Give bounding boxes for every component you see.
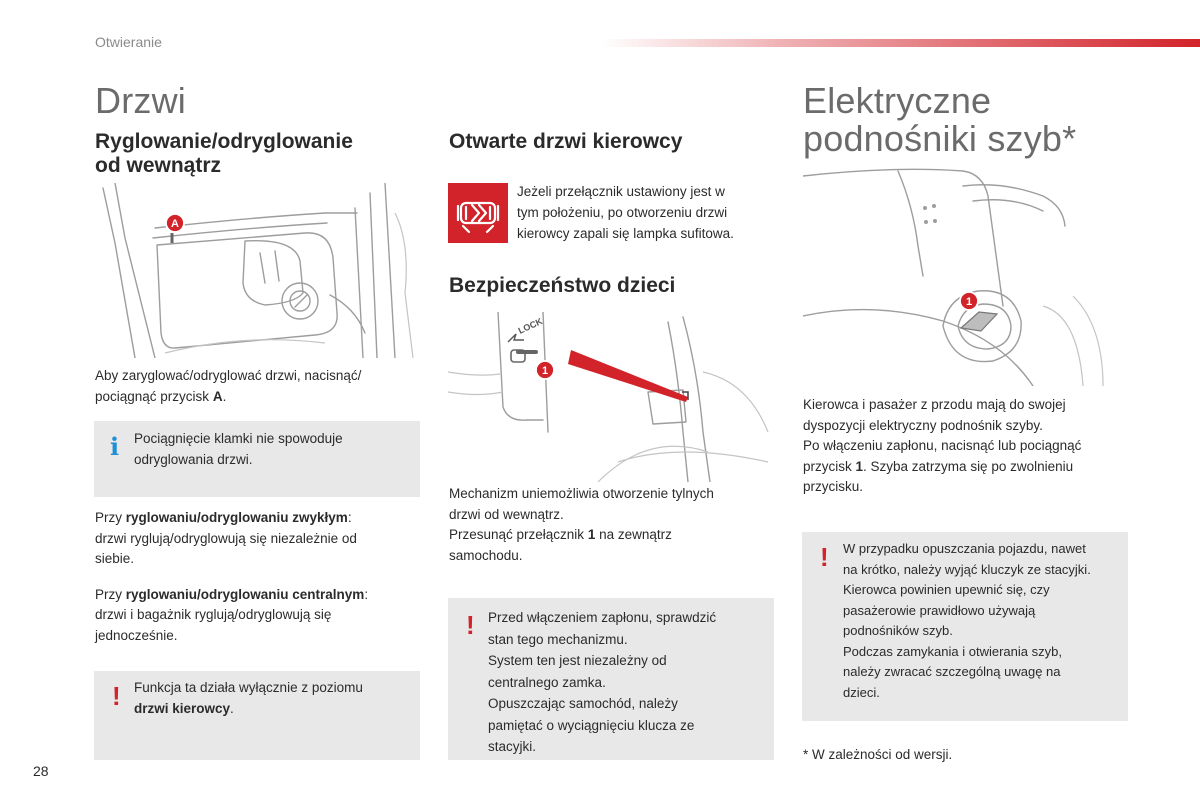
badge-a: A: [171, 218, 179, 230]
footnote: * W zależności od wersji.: [803, 747, 953, 762]
text-line: kierowcy zapali się lampka sufitowa.: [517, 226, 734, 241]
text-line: pamiętać o wyciągnięciu klucza ze: [488, 717, 695, 733]
window-switch-illustration: [803, 166, 1128, 386]
text-line: drzwi i bagażnik ryglują/odryglowują się: [95, 607, 332, 622]
bold-span: A: [212, 388, 223, 404]
text-span: . Szyba zatrzyma się po zwolnieniu: [863, 458, 1074, 474]
text-span: .: [230, 700, 234, 716]
subtitle-driver-door-open: Otwarte drzwi kierowcy: [449, 130, 683, 153]
text-line: [803, 457, 1133, 478]
bold-span: ryglowaniu/odryglowaniu zwykłym: [125, 510, 348, 525]
warning-note-text: [134, 678, 414, 719]
text-line: Pociągnięcie klamki nie spowoduje: [134, 431, 343, 446]
text-line: W przypadku opuszczania pojazdu, nawet: [843, 541, 1086, 556]
text-line: Kierowca i pasażer z przodu mają do swojej: [803, 397, 1066, 412]
text-line: stan tego mechanizmu.: [488, 631, 628, 647]
text-line: należy zwracać szczególną uwagę na: [843, 664, 1061, 679]
page-number: 28: [33, 763, 49, 779]
text-line: odryglowania drzwi.: [134, 451, 253, 467]
text-span: przycisk: [803, 458, 856, 474]
text-line: drzwi od wewnątrz.: [449, 506, 564, 522]
page-title-doors: Drzwi: [95, 80, 186, 121]
text-span: :: [364, 586, 369, 602]
courtesy-lamp-text: [517, 181, 767, 244]
child-lock-text: [449, 484, 779, 566]
warning-icon: !: [466, 610, 475, 640]
text-line: jednocześnie.: [95, 627, 178, 643]
courtesy-lamp-switch-icon: [448, 183, 508, 243]
text-line: Opuszczając samochód, należy: [488, 696, 678, 711]
text-line: [95, 508, 425, 529]
text-line: [449, 525, 779, 546]
text-line: centralnego zamka.: [488, 674, 606, 690]
text-line: [95, 387, 425, 408]
child-lock-warning-text: [488, 607, 768, 758]
bold-span: 1: [855, 458, 864, 474]
text-line: stacyjki.: [488, 739, 537, 754]
section-label: Otwieranie: [95, 34, 162, 50]
subtitle-locking-inside: [95, 130, 353, 178]
text-span: Przy: [95, 510, 126, 525]
text-line: [134, 699, 414, 720]
bold-span: 1: [587, 527, 596, 542]
text-span: pociągnąć przycisk: [95, 388, 213, 404]
header-accent-bar: [600, 39, 1200, 47]
text-line: Po włączeniu zapłonu, nacisnąć lub pociągnąć: [803, 438, 1082, 453]
info-note-text: [134, 429, 414, 470]
text-span: Przesunąć przełącznik: [449, 527, 588, 542]
text-line: Jeżeli przełącznik ustawiony jest w: [517, 184, 725, 199]
text-line: Przed włączeniem zapłonu, sprawdzić: [488, 610, 717, 625]
text-line: siebie.: [95, 551, 135, 566]
text-line: dzieci.: [843, 684, 880, 700]
title-line: podnośniki szyb*: [803, 118, 1077, 159]
bold-span: ryglowaniu/odryglowaniu centralnym: [125, 586, 365, 602]
warning-note-box: [94, 671, 420, 760]
text-line: przycisku.: [803, 479, 864, 494]
text-line: samochodu.: [449, 547, 523, 563]
text-span: .: [222, 388, 227, 404]
door-lock-illustration: [95, 183, 420, 358]
text-line: na krótko, należy wyjąć kluczyk ze stacyjki.: [843, 561, 1091, 577]
page-title-power-windows: [803, 82, 1076, 158]
text-line: drzwi ryglują/odryglowują się niezależnie od: [95, 530, 357, 546]
title-line: Elektryczne: [803, 80, 992, 121]
info-icon: i: [110, 432, 120, 461]
text-line: System ten jest niezależny od: [488, 653, 667, 668]
text-span: na zewnątrz: [595, 527, 672, 542]
text-line: tym położeniu, po otworzeniu drzwi: [517, 205, 728, 220]
intro-paragraph: [95, 366, 425, 407]
power-window-warning-box: [802, 532, 1128, 721]
text-line: Aby zaryglować/odryglować drzwi, nacisnąć/: [95, 368, 362, 383]
subtitle-child-safety: Bezpieczeństwo dzieci: [449, 274, 676, 297]
text-line: Mechanizm uniemożliwia otworzenie tylnych: [449, 486, 714, 501]
subtitle-line: Ryglowanie/odryglowanie: [95, 130, 353, 153]
text-line: podnośników szyb.: [843, 623, 953, 638]
bold-span: drzwi kierowcy: [134, 700, 231, 716]
text-span: Przy: [95, 586, 126, 602]
lock-label: LOCK: [516, 315, 544, 336]
locking-modes-text: [95, 508, 425, 646]
text-line: pasażerowie prawidłowo używają: [843, 602, 1036, 618]
subtitle-line: od wewnątrz: [95, 154, 222, 177]
text-span: :: [347, 510, 352, 525]
text-line: Kierowca powinien upewnić się, czy: [843, 582, 1050, 597]
text-line: [95, 585, 425, 606]
info-note-box: [94, 421, 420, 497]
warning-icon: !: [112, 681, 121, 711]
warning-icon: !: [820, 542, 829, 572]
child-lock-warning-box: [448, 598, 774, 760]
badge-1-window-switch: 1: [965, 296, 973, 308]
text-line: Funkcja ta działa wyłącznie z poziomu: [134, 680, 363, 695]
power-window-text: [803, 395, 1133, 498]
power-window-warning-text: [843, 539, 1125, 703]
child-lock-illustration: [448, 312, 773, 482]
text-line: dyspozycji elektryczny podnośnik szyby.: [803, 417, 1043, 433]
badge-1-child-lock: 1: [541, 365, 549, 377]
text-line: Podczas zamykania i otwierania szyb,: [843, 643, 1062, 659]
